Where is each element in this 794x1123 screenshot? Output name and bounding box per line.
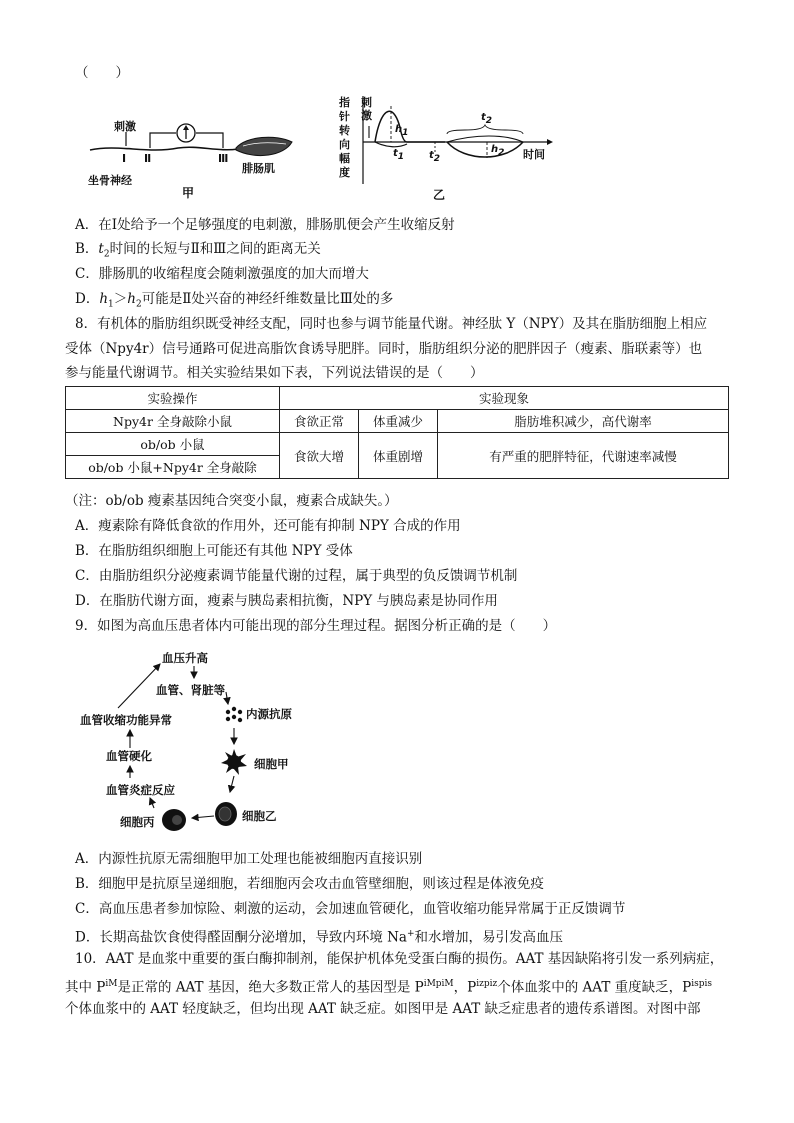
q8-experiment-table <box>65 386 729 479</box>
q8-option-d: D．在脂肪代谢方面，瘦素与胰岛素相抗衡，NPY 与胰岛素是协同作用 <box>75 593 498 609</box>
table-header-operation: 实验操作 <box>66 387 280 410</box>
q9-option-d: D．长期高盐饮食使得醛固酮分泌增加，导致内环境 Na+和水增加，易引发高血压 <box>75 929 564 946</box>
fig-yi-stimulus: 刺激 <box>361 96 372 122</box>
q9-flow-diagram <box>78 648 318 834</box>
fig-yi-t2: $t_2$ <box>429 150 441 164</box>
q8-stem-line2: 受体（Npy4r）信号通路可促进高脂饮食诱导肥胖。同时，脂肪组织分泌的肥胖因子（瘦素、脂联素等）也 <box>65 341 703 357</box>
fig-jia-roman-1: Ⅰ <box>122 152 127 165</box>
table-row23-weight: 体重剧增 <box>359 433 438 479</box>
q9-abnormal: 血管收缩功能异常 <box>80 713 172 727</box>
q8-note: （注：ob/ob 瘦素基因纯合突变小鼠，瘦素合成缺失。） <box>65 493 398 509</box>
q9-cell-yi: 细胞乙 <box>242 809 277 823</box>
table-row1-weight: 体重减少 <box>359 410 438 433</box>
fig-yi-t2-top: $t_2$ <box>481 112 493 126</box>
fig-yi-time: 时间 <box>523 148 545 161</box>
q10-line2: 其中 $P^{iM}$是正常的 AAT 基因，绝大多数正常人的基因型是 $P^{iMpiM}$，$P^{izpiz}$个体血浆中的 AAT 重度缺乏，$P^{ispis}$ <box>65 979 712 996</box>
fig-yi-caption: 乙 <box>433 188 446 202</box>
q9-stem: 9．如图为高血压患者体内可能出现的部分生理过程。据图分析正确的是（ ） <box>75 618 557 634</box>
q9-bp-up: 血压升高 <box>162 651 208 665</box>
q9-inflammation: 血管炎症反应 <box>106 783 175 797</box>
q9-flow-arrows <box>78 648 318 834</box>
q8-stem-line3: 参与能量代谢调节。相关实验结果如下表，下列说法错误的是（ ） <box>65 365 484 381</box>
fig-jia-nerve: 坐骨神经 <box>88 174 132 187</box>
q9-antigen: 内源抗原 <box>246 707 292 721</box>
q7-option-d: D．$h_1>h_2$可能是Ⅱ处兴奋的神经纤维数量比Ⅲ处的多 <box>75 291 394 310</box>
fig-yi-ylabel-2: 转 <box>339 124 350 137</box>
q10-line1: 10．AAT 是血浆中重要的蛋白酶抑制剂，能保护机体免受蛋白酶的损伤。AAT 基因缺陷将引发一系列病症， <box>75 951 724 967</box>
q9-option-b: B．细胞甲是抗原呈递细胞，若细胞丙会攻击血管壁细胞，则该过程是体液免疫 <box>75 876 544 892</box>
figure-jia <box>88 112 298 200</box>
table-row1-fat: 脂肪堆积减少，高代谢率 <box>438 410 729 433</box>
table-row23-fat: 有严重的肥胖特征，代谢速率减慢 <box>438 433 729 479</box>
q9-option-c: C．高血压患者参加惊险、刺激的运动，会加速血管硬化，血管收缩功能异常属于正反馈调节 <box>75 901 626 917</box>
fig-jia-stimulus: 刺激 <box>114 120 136 133</box>
fig-jia-muscle: 腓肠肌 <box>242 162 275 175</box>
fig-jia-caption: 甲 <box>182 186 195 200</box>
table-header-phenomenon: 实验现象 <box>280 387 729 410</box>
q7-bracket: （ ） <box>75 65 129 81</box>
fig-jia-roman-3: Ⅲ <box>218 152 229 165</box>
fig-jia-roman-2: Ⅱ <box>144 152 152 165</box>
fig-yi-ylabel-4: 幅 <box>339 152 350 165</box>
fig-yi-ylabel-0: 指 <box>339 96 350 109</box>
fig-yi-ylabel-5: 度 <box>339 166 350 179</box>
fig-yi-h1: $h_1$ <box>395 124 409 138</box>
q8-option-c: C．由脂肪组织分泌瘦素调节能量代谢的过程，属于典型的负反馈调节机制 <box>75 568 518 584</box>
q8-option-b: B．在脂肪组织细胞上可能还有其他 NPY 受体 <box>75 543 353 559</box>
q7-option-a: A．在Ⅰ处给予一个足够强度的电刺激，腓肠肌便会产生收缩反射 <box>75 217 455 233</box>
q8-stem-line1: 8．有机体的脂肪组织既受神经支配，同时也参与调节能量代谢。神经肽 Y（NPY）及其在脂肪细胞上相应 <box>75 316 708 332</box>
q8-option-a: A．瘦素除有降低食欲的作用外，还可能有抑制 NPY 合成的作用 <box>75 518 461 534</box>
q9-option-a: A．内源性抗原无需细胞甲加工处理也能被细胞丙直接识别 <box>75 851 423 867</box>
q9-cell-jia: 细胞甲 <box>254 757 289 771</box>
fig-yi-t1: $t_1$ <box>393 148 405 162</box>
fig-yi-ylabel-3: 向 <box>339 138 350 151</box>
q9-hardening: 血管硬化 <box>106 749 152 763</box>
q9-vessels: 血管、肾脏等 <box>156 683 225 697</box>
figure-yi <box>335 92 555 202</box>
fig-yi-h2: $h_2$ <box>491 144 505 158</box>
q7-option-c: C．腓肠肌的收缩程度会随刺激强度的加大而增大 <box>75 266 369 282</box>
table-row1-appetite: 食欲正常 <box>280 410 359 433</box>
q10-line3: 个体血浆中的 AAT 轻度缺乏，但均出现 AAT 缺乏症。如图甲是 AAT 缺乏症患者的遗传系谱图。对图中部 <box>65 1001 701 1017</box>
table-row3-operation: ob/ob 小鼠+Npy4r 全身敲除 <box>66 456 280 479</box>
q7-option-b: B．$t_2$时间的长短与Ⅱ和Ⅲ之间的距离无关 <box>75 241 321 260</box>
table-row1-operation: Npy4r 全身敲除小鼠 <box>66 410 280 433</box>
fig-yi-ylabel-1: 针 <box>339 110 350 123</box>
q9-cell-bing: 细胞丙 <box>120 815 155 829</box>
table-row2-operation: ob/ob 小鼠 <box>66 433 280 456</box>
table-row23-appetite: 食欲大增 <box>280 433 359 479</box>
